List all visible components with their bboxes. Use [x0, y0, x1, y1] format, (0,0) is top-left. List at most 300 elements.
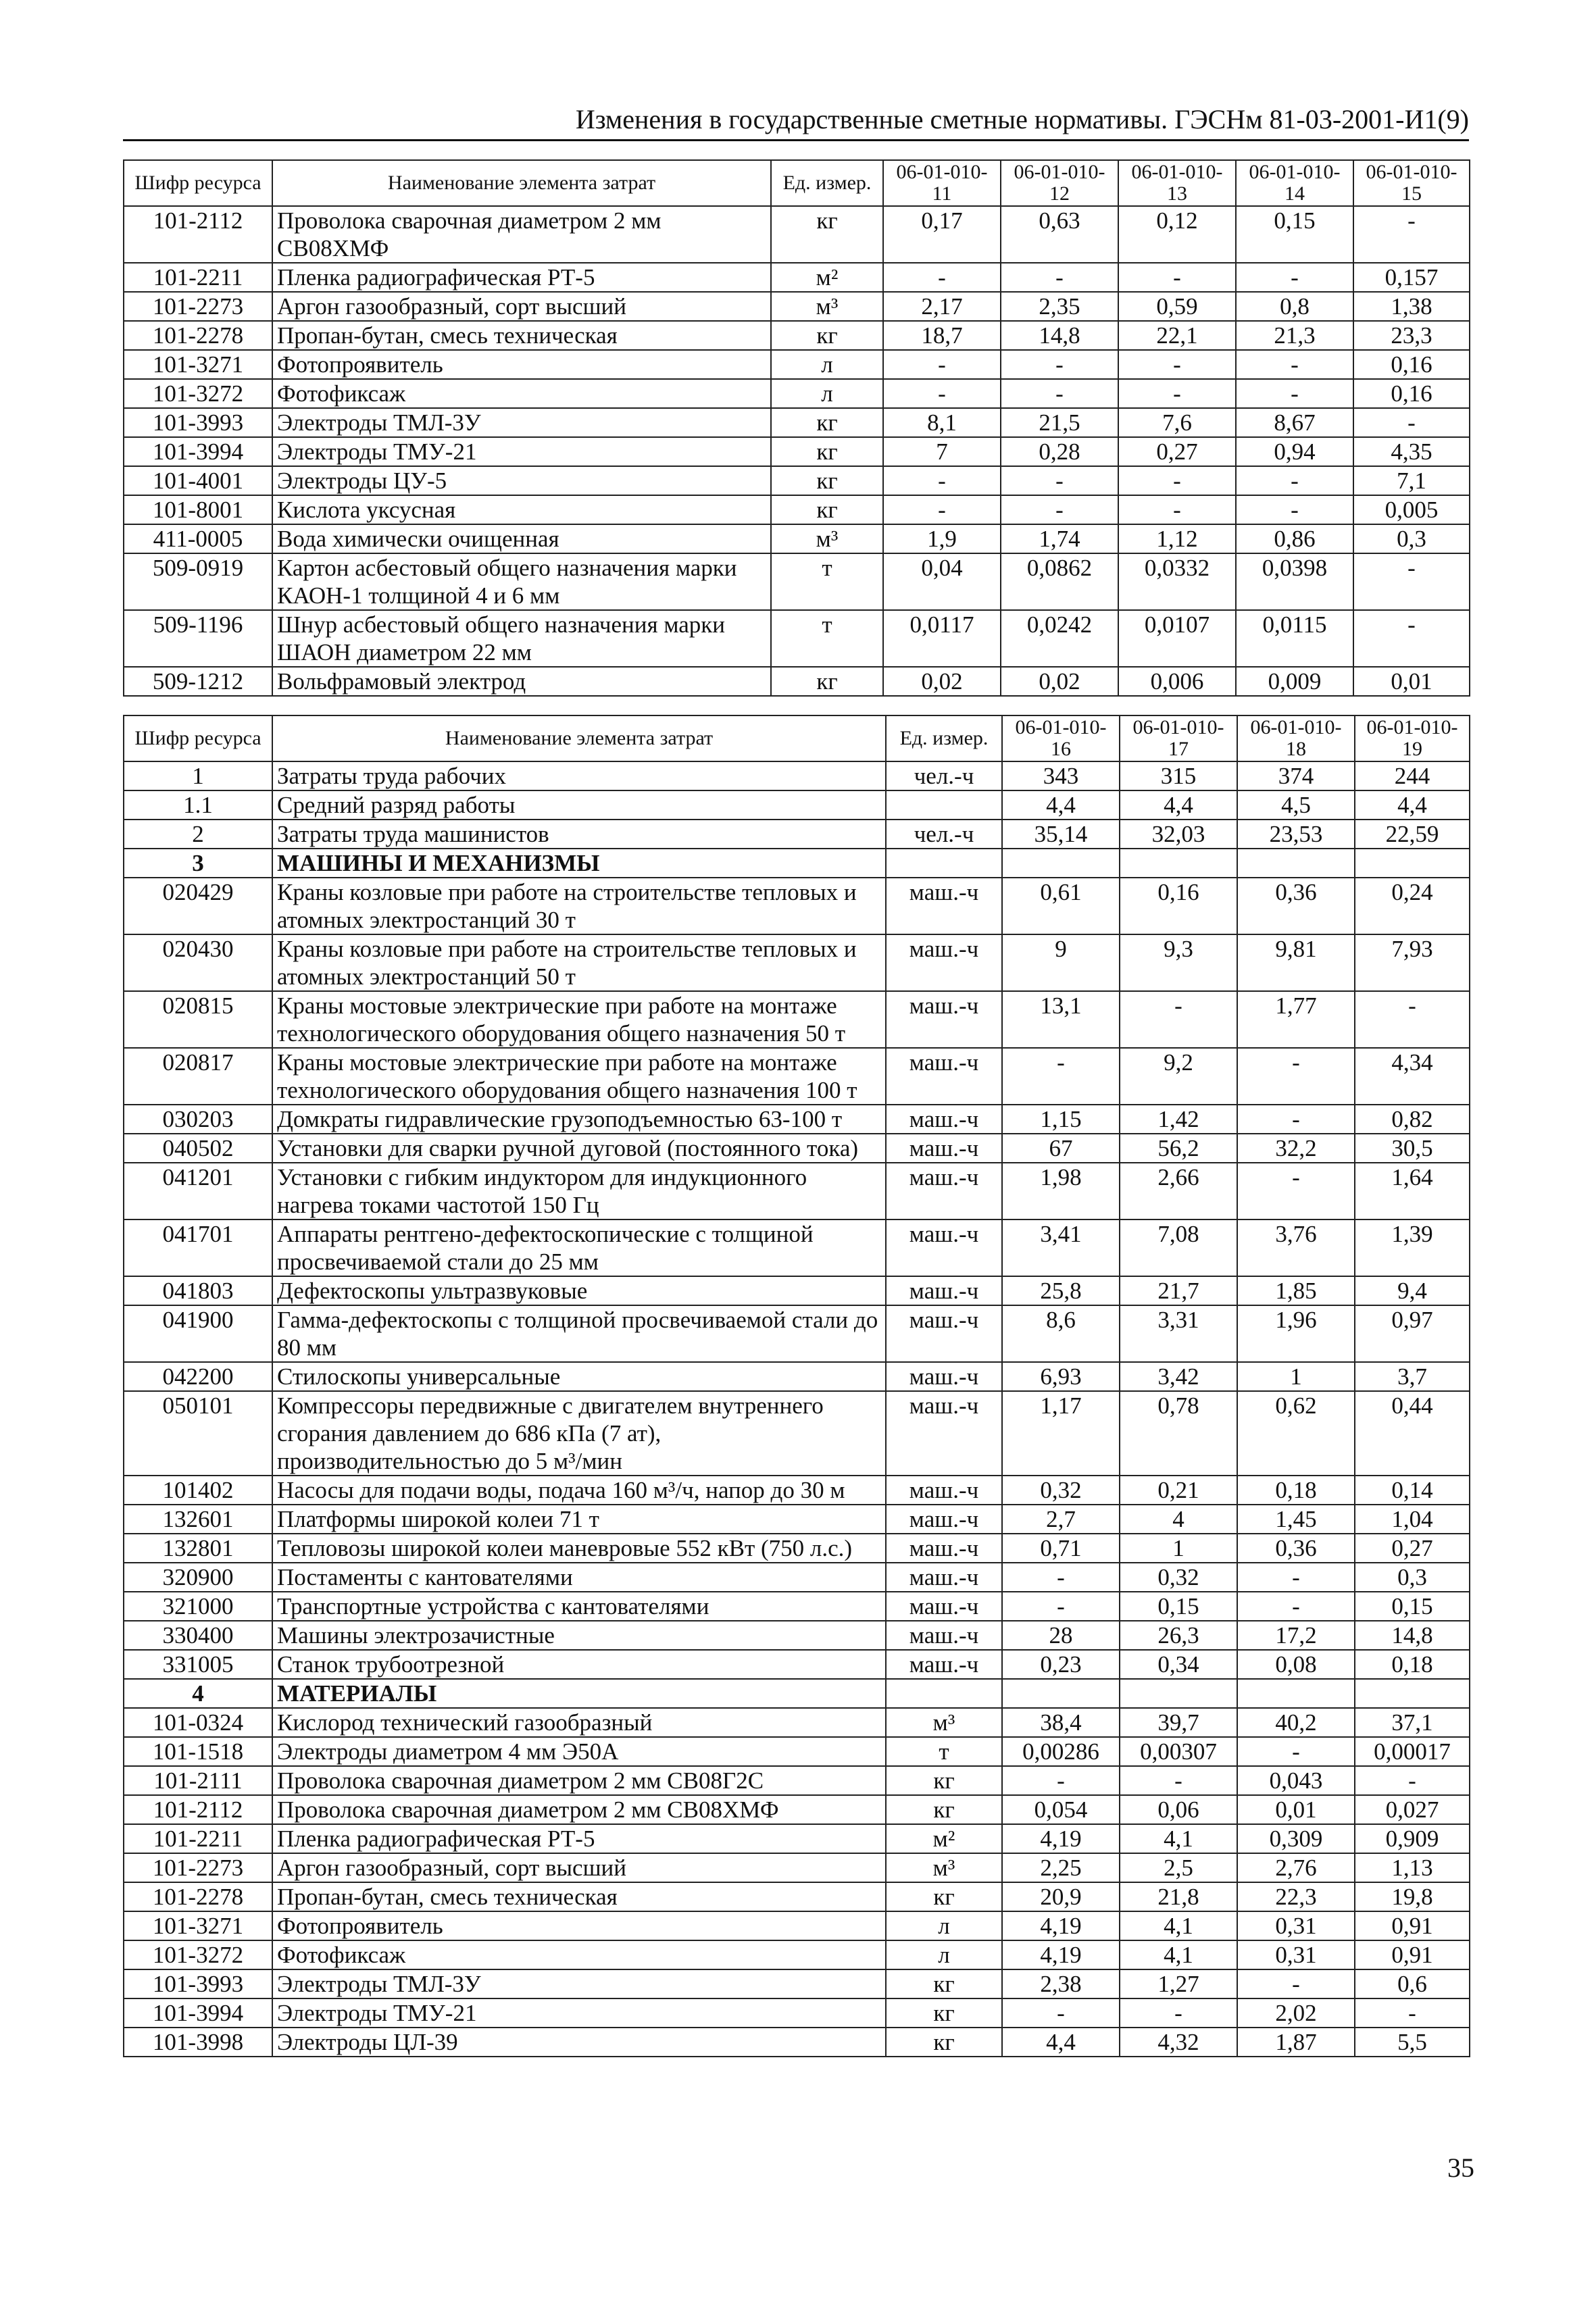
norm-value: 9 — [1002, 934, 1120, 991]
norm-value: 0,0398 — [1236, 553, 1353, 610]
norm-value: 2,38 — [1002, 1969, 1120, 1998]
table-row — [124, 379, 1470, 408]
norm-value: 1,39 — [1355, 1219, 1470, 1276]
resource-name: Фотофиксаж — [272, 1940, 886, 1969]
table-body — [124, 206, 1470, 696]
norm-value: 23,53 — [1237, 820, 1355, 849]
norm-value: 0,91 — [1355, 1911, 1470, 1940]
norm-value: 4,4 — [1002, 2028, 1120, 2057]
norm-value: - — [1002, 1563, 1120, 1592]
table-row — [124, 321, 1470, 350]
norm-value: 0,04 — [883, 553, 1001, 610]
norm-value: 0,01 — [1353, 667, 1470, 696]
resource-name: Кислота уксусная — [272, 495, 771, 524]
norm-value: 1,27 — [1120, 1969, 1237, 1998]
norm-value: 19,8 — [1355, 1882, 1470, 1911]
norm-value: 0,909 — [1355, 1824, 1470, 1853]
norm-value: 1,96 — [1237, 1305, 1355, 1362]
table-row — [124, 1592, 1470, 1621]
col-header-norm: 06-01-010-15 — [1353, 160, 1470, 206]
norm-value: 0,043 — [1237, 1766, 1355, 1795]
table-row — [124, 1105, 1470, 1134]
norm-value: 25,8 — [1002, 1276, 1120, 1305]
norm-value: - — [1118, 466, 1236, 495]
norm-value: - — [1236, 263, 1353, 292]
norm-value: - — [1355, 1766, 1470, 1795]
norm-value: 0,15 — [1236, 206, 1353, 263]
norm-value: - — [1118, 350, 1236, 379]
resource-code: 331005 — [124, 1650, 272, 1679]
col-header-norm: 06-01-010-14 — [1236, 160, 1353, 206]
norm-value: 0,91 — [1355, 1940, 1470, 1969]
unit: л — [771, 350, 883, 379]
unit: л — [771, 379, 883, 408]
resource-name: Дефектоскопы ультразвуковые — [272, 1276, 886, 1305]
col-header-norm: 06-01-010-13 — [1118, 160, 1236, 206]
norm-value: 0,12 — [1118, 206, 1236, 263]
norm-value: 40,2 — [1237, 1708, 1355, 1737]
resource-code: 041201 — [124, 1163, 272, 1219]
resource-code: 101-2278 — [124, 321, 272, 350]
unit: м² — [886, 1824, 1002, 1853]
unit — [886, 849, 1002, 878]
page-number: 35 — [1447, 2153, 1474, 2183]
norm-value: 38,4 — [1002, 1708, 1120, 1737]
resource-table-2 — [123, 715, 1470, 2057]
resource-name: Фотопроявитель — [272, 1911, 886, 1940]
norm-value: 13,1 — [1002, 991, 1120, 1048]
norm-value: 0,15 — [1355, 1592, 1470, 1621]
table-row — [124, 820, 1470, 849]
resource-code: 321000 — [124, 1592, 272, 1621]
col-header-unit: Ед. измер. — [886, 715, 1002, 761]
unit: кг — [771, 466, 883, 495]
table-row — [124, 1362, 1470, 1391]
norm-value: 22,59 — [1355, 820, 1470, 849]
norm-value: 4,5 — [1237, 790, 1355, 820]
norm-value: - — [1001, 495, 1118, 524]
table-row — [124, 524, 1470, 553]
norm-value: 4 — [1120, 1505, 1237, 1534]
norm-value: 2,25 — [1002, 1853, 1120, 1882]
unit: кг — [771, 437, 883, 466]
table-row — [124, 350, 1470, 379]
norm-value: 0,16 — [1353, 350, 1470, 379]
norm-value: 7,93 — [1355, 934, 1470, 991]
norm-value: 315 — [1120, 761, 1237, 790]
norm-value: - — [1118, 379, 1236, 408]
norm-value: - — [1118, 263, 1236, 292]
norm-value: - — [883, 495, 1001, 524]
norm-value: 4,4 — [1355, 790, 1470, 820]
norm-value: 1 — [1237, 1362, 1355, 1391]
table-header-row — [124, 160, 1470, 206]
resource-name: Аргон газообразный, сорт высший — [272, 292, 771, 321]
norm-value: 0,0115 — [1236, 610, 1353, 667]
table-row — [124, 1534, 1470, 1563]
norm-value: 1 — [1120, 1534, 1237, 1563]
norm-value: 0,3 — [1355, 1563, 1470, 1592]
norm-value: 0,02 — [883, 667, 1001, 696]
norm-value: 1,17 — [1002, 1391, 1120, 1476]
resource-code: 101-3993 — [124, 408, 272, 437]
norm-value: 5,5 — [1355, 2028, 1470, 2057]
unit: маш.-ч — [886, 1362, 1002, 1391]
norm-value: 0,14 — [1355, 1476, 1470, 1505]
resource-name: Насосы для подачи воды, подача 160 м³/ч, напор до 30 м — [272, 1476, 886, 1505]
norm-value: 1,85 — [1237, 1276, 1355, 1305]
norm-value: 9,4 — [1355, 1276, 1470, 1305]
norm-value: 7,6 — [1118, 408, 1236, 437]
resource-name: Картон асбестовый общего назначения марки КАОН-1 толщиной 4 и 6 мм — [272, 553, 771, 610]
norm-value: 1,45 — [1237, 1505, 1355, 1534]
col-header-unit: Ед. измер. — [771, 160, 883, 206]
norm-value: 1,38 — [1353, 292, 1470, 321]
unit: кг — [886, 2028, 1002, 2057]
resource-name: Тепловозы широкой колеи маневровые 552 кВт (750 л.с.) — [272, 1534, 886, 1563]
resource-name: Платформы широкой колеи 71 т — [272, 1505, 886, 1534]
norm-value: 0,62 — [1237, 1391, 1355, 1476]
table-row — [124, 934, 1470, 991]
norm-value: 9,81 — [1237, 934, 1355, 991]
table-row — [124, 292, 1470, 321]
norm-value: 22,3 — [1237, 1882, 1355, 1911]
resource-code: 101-2211 — [124, 1824, 272, 1853]
norm-value: 3,31 — [1120, 1305, 1237, 1362]
unit: маш.-ч — [886, 1105, 1002, 1134]
resource-name: Электроды ТМУ-21 — [272, 437, 771, 466]
norm-value: - — [1001, 379, 1118, 408]
norm-value: 3,41 — [1002, 1219, 1120, 1276]
unit: м² — [771, 263, 883, 292]
table-row — [124, 1219, 1470, 1276]
resource-name: Шнур асбестовый общего назначения марки ШАОН диаметром 22 мм — [272, 610, 771, 667]
unit: маш.-ч — [886, 1391, 1002, 1476]
norm-value: 2,76 — [1237, 1853, 1355, 1882]
resource-code: 3 — [124, 849, 272, 878]
resource-name: Кислород технический газообразный — [272, 1708, 886, 1737]
resource-code: 041701 — [124, 1219, 272, 1276]
norm-value: 37,1 — [1355, 1708, 1470, 1737]
norm-value: - — [1237, 1048, 1355, 1105]
norm-value: 0,61 — [1002, 878, 1120, 934]
resource-code: 101-3271 — [124, 350, 272, 379]
norm-value: 1,13 — [1355, 1853, 1470, 1882]
unit: м³ — [886, 1708, 1002, 1737]
table-row — [124, 1708, 1470, 1737]
table-header-row — [124, 715, 1470, 761]
norm-value: 4,19 — [1002, 1940, 1120, 1969]
norm-value: 0,21 — [1120, 1476, 1237, 1505]
unit: л — [886, 1911, 1002, 1940]
resource-code: 101-3272 — [124, 1940, 272, 1969]
norm-value: - — [1355, 1998, 1470, 2028]
col-header-norm: 06-01-010-16 — [1002, 715, 1120, 761]
norm-value: - — [1236, 350, 1353, 379]
norm-value: 0,23 — [1002, 1650, 1120, 1679]
unit: чел.-ч — [886, 761, 1002, 790]
resource-name: Краны козловые при работе на строительстве тепловых и атомных электростанций 50 т — [272, 934, 886, 991]
resource-name: Постаменты с кантователями — [272, 1563, 886, 1592]
norm-value: 0,31 — [1237, 1911, 1355, 1940]
table-row — [124, 437, 1470, 466]
norm-value: 4,1 — [1120, 1911, 1237, 1940]
norm-value: - — [883, 263, 1001, 292]
resource-name: Установки с гибким индуктором для индукционного нагрева токами частотой 150 Гц — [272, 1163, 886, 1219]
page-header: Изменения в государственные сметные нормативы. ГЭСНм 81-03-2001-И1(9) — [123, 101, 1469, 141]
resource-code: 101-2273 — [124, 1853, 272, 1882]
unit: кг — [886, 1969, 1002, 1998]
table-row — [124, 790, 1470, 820]
resource-code: 101-2111 — [124, 1766, 272, 1795]
norm-value: 1,15 — [1002, 1105, 1120, 1134]
resource-code: 020429 — [124, 878, 272, 934]
resource-code: 041803 — [124, 1276, 272, 1305]
norm-value: 0,02 — [1001, 667, 1118, 696]
norm-value: 0,16 — [1120, 878, 1237, 934]
unit — [886, 790, 1002, 820]
norm-value: 0,32 — [1120, 1563, 1237, 1592]
norm-value: 2,17 — [883, 292, 1001, 321]
unit — [886, 1679, 1002, 1708]
norm-value: 0,97 — [1355, 1305, 1470, 1362]
table-row — [124, 1163, 1470, 1219]
unit: кг — [771, 667, 883, 696]
resource-code: 050101 — [124, 1391, 272, 1476]
resource-name: Фотофиксаж — [272, 379, 771, 408]
norm-value: - — [1001, 263, 1118, 292]
resource-name: Пропан-бутан, смесь техническая — [272, 1882, 886, 1911]
unit: кг — [886, 1998, 1002, 2028]
resource-name: Средний разряд работы — [272, 790, 886, 820]
unit: маш.-ч — [886, 878, 1002, 934]
norm-value: 21,7 — [1120, 1276, 1237, 1305]
norm-value: 0,00286 — [1002, 1737, 1120, 1766]
resource-name: Электроды ТМЛ-3У — [272, 1969, 886, 1998]
norm-value: 39,7 — [1120, 1708, 1237, 1737]
table-row — [124, 1305, 1470, 1362]
table-row — [124, 1969, 1470, 1998]
norm-value: 8,67 — [1236, 408, 1353, 437]
table-row — [124, 1824, 1470, 1853]
norm-value: 2,02 — [1237, 1998, 1355, 2028]
norm-value: 56,2 — [1120, 1134, 1237, 1163]
norm-value — [1237, 849, 1355, 878]
norm-value: 28 — [1002, 1621, 1120, 1650]
norm-value: 4,4 — [1002, 790, 1120, 820]
norm-value — [1120, 1679, 1237, 1708]
resource-code: 101-3994 — [124, 437, 272, 466]
table-row — [124, 1766, 1470, 1795]
resource-code: 101-3271 — [124, 1911, 272, 1940]
resource-code: 101-3272 — [124, 379, 272, 408]
resource-name: Станок трубоотрезной — [272, 1650, 886, 1679]
resource-name: Гамма-дефектоскопы с толщиной просвечиваемой стали до 80 мм — [272, 1305, 886, 1362]
norm-value: 0,6 — [1355, 1969, 1470, 1998]
norm-value: 0,15 — [1120, 1592, 1237, 1621]
resource-name: Электроды ЦЛ-39 — [272, 2028, 886, 2057]
table-row — [124, 991, 1470, 1048]
norm-value: 26,3 — [1120, 1621, 1237, 1650]
norm-value: 1,12 — [1118, 524, 1236, 553]
norm-value: - — [1002, 1048, 1120, 1105]
norm-value: 7,1 — [1353, 466, 1470, 495]
norm-value: 35,14 — [1002, 820, 1120, 849]
unit: маш.-ч — [886, 1048, 1002, 1105]
col-header-code: Шифр ресурса — [124, 160, 272, 206]
resource-code: 101-2273 — [124, 292, 272, 321]
norm-value: 0,27 — [1355, 1534, 1470, 1563]
table-row — [124, 1853, 1470, 1882]
resource-code: 411-0005 — [124, 524, 272, 553]
resource-code: 101-2278 — [124, 1882, 272, 1911]
norm-value: 18,7 — [883, 321, 1001, 350]
norm-value: 0,005 — [1353, 495, 1470, 524]
unit: кг — [886, 1766, 1002, 1795]
norm-value: 4,32 — [1120, 2028, 1237, 2057]
norm-value: 0,18 — [1355, 1650, 1470, 1679]
norm-value: 1,64 — [1355, 1163, 1470, 1219]
unit: маш.-ч — [886, 1534, 1002, 1563]
norm-value: - — [1001, 350, 1118, 379]
unit: кг — [771, 495, 883, 524]
norm-value: 14,8 — [1001, 321, 1118, 350]
norm-value: 7,08 — [1120, 1219, 1237, 1276]
resource-code: 101-8001 — [124, 495, 272, 524]
norm-value: 0,94 — [1236, 437, 1353, 466]
unit: т — [886, 1737, 1002, 1766]
norm-value — [1002, 1679, 1120, 1708]
norm-value: - — [1353, 553, 1470, 610]
table-row — [124, 1391, 1470, 1476]
resource-code: 101-2112 — [124, 1795, 272, 1824]
resource-name: Краны мостовые электрические при работе на монтаже технологического оборудования общего назначения 100 т — [272, 1048, 886, 1105]
resource-table-1 — [123, 159, 1470, 697]
table-row — [124, 2028, 1470, 2057]
norm-value: - — [1237, 1563, 1355, 1592]
unit: м³ — [771, 292, 883, 321]
resource-code: 040502 — [124, 1134, 272, 1163]
resource-name: Установки для сварки ручной дуговой (постоянного тока) — [272, 1134, 886, 1163]
norm-value: 0,34 — [1120, 1650, 1237, 1679]
resource-code: 101402 — [124, 1476, 272, 1505]
table-row — [124, 667, 1470, 696]
norm-value: - — [1353, 610, 1470, 667]
resource-code: 320900 — [124, 1563, 272, 1592]
norm-value: - — [1002, 1592, 1120, 1621]
norm-value: 0,006 — [1118, 667, 1236, 696]
col-header-name: Наименование элемента затрат — [272, 160, 771, 206]
resource-name: Пленка радиографическая РТ-5 — [272, 263, 771, 292]
norm-value: 1,42 — [1120, 1105, 1237, 1134]
norm-value: 4,1 — [1120, 1940, 1237, 1969]
resource-code: 509-1196 — [124, 610, 272, 667]
norm-value: - — [1237, 1737, 1355, 1766]
norm-value: 22,1 — [1118, 321, 1236, 350]
norm-value: 30,5 — [1355, 1134, 1470, 1163]
resource-code: 041900 — [124, 1305, 272, 1362]
norm-value: 0,01 — [1237, 1795, 1355, 1824]
norm-value: - — [1236, 466, 1353, 495]
table-row — [124, 1998, 1470, 2028]
norm-value: - — [883, 466, 1001, 495]
norm-value: 3,42 — [1120, 1362, 1237, 1391]
unit: маш.-ч — [886, 1305, 1002, 1362]
table-row — [124, 1048, 1470, 1105]
unit: кг — [771, 206, 883, 263]
norm-value: - — [1355, 991, 1470, 1048]
norm-value: 0,00307 — [1120, 1737, 1237, 1766]
col-header-name: Наименование элемента затрат — [272, 715, 886, 761]
section-row — [124, 1679, 1470, 1708]
norm-value: 0,36 — [1237, 878, 1355, 934]
norm-value: 0,31 — [1237, 1940, 1355, 1969]
resource-code: 4 — [124, 1679, 272, 1708]
norm-value: 2,35 — [1001, 292, 1118, 321]
resource-name: Затраты труда машинистов — [272, 820, 886, 849]
resource-code: 509-0919 — [124, 553, 272, 610]
table-row — [124, 495, 1470, 524]
norm-value: 0,06 — [1120, 1795, 1237, 1824]
norm-value: 9,3 — [1120, 934, 1237, 991]
norm-value: - — [1118, 495, 1236, 524]
col-header-norm: 06-01-010-11 — [883, 160, 1001, 206]
norm-value: 2,5 — [1120, 1853, 1237, 1882]
unit: чел.-ч — [886, 820, 1002, 849]
norm-value: 0,18 — [1237, 1476, 1355, 1505]
resource-code: 2 — [124, 820, 272, 849]
resource-code: 1 — [124, 761, 272, 790]
norm-value: 0,28 — [1001, 437, 1118, 466]
norm-value: 0,157 — [1353, 263, 1470, 292]
norm-value: - — [1237, 1163, 1355, 1219]
unit: маш.-ч — [886, 934, 1002, 991]
unit: м³ — [886, 1853, 1002, 1882]
resource-name: Электроды диаметром 4 мм Э50А — [272, 1737, 886, 1766]
norm-value: 0,08 — [1237, 1650, 1355, 1679]
norm-value: - — [1237, 1105, 1355, 1134]
unit: маш.-ч — [886, 1621, 1002, 1650]
norm-value: 1,04 — [1355, 1505, 1470, 1534]
norm-value: - — [1353, 206, 1470, 263]
resource-code: 101-2112 — [124, 206, 272, 263]
norm-value: 0,00017 — [1355, 1737, 1470, 1766]
norm-value: 0,009 — [1236, 667, 1353, 696]
resource-code: 101-1518 — [124, 1737, 272, 1766]
resource-name: Аргон газообразный, сорт высший — [272, 1853, 886, 1882]
unit: л — [886, 1940, 1002, 1969]
table-row — [124, 1563, 1470, 1592]
norm-value: 0,63 — [1001, 206, 1118, 263]
norm-value: 3,7 — [1355, 1362, 1470, 1391]
norm-value: 0,59 — [1118, 292, 1236, 321]
table-row — [124, 206, 1470, 263]
norm-value: 6,93 — [1002, 1362, 1120, 1391]
col-header-norm: 06-01-010-19 — [1355, 715, 1470, 761]
norm-value: 0,8 — [1236, 292, 1353, 321]
unit: кг — [771, 408, 883, 437]
norm-value: 0,0107 — [1118, 610, 1236, 667]
section-row — [124, 849, 1470, 878]
norm-value — [1237, 1679, 1355, 1708]
norm-value: 0,0332 — [1118, 553, 1236, 610]
resource-name: Стилоскопы универсальные — [272, 1362, 886, 1391]
table-body — [124, 761, 1470, 2057]
resource-code: 330400 — [124, 1621, 272, 1650]
resource-code: 101-0324 — [124, 1708, 272, 1737]
resource-name: Краны мостовые электрические при работе на монтаже технологического оборудования общего назначения 50 т — [272, 991, 886, 1048]
table-row — [124, 1737, 1470, 1766]
